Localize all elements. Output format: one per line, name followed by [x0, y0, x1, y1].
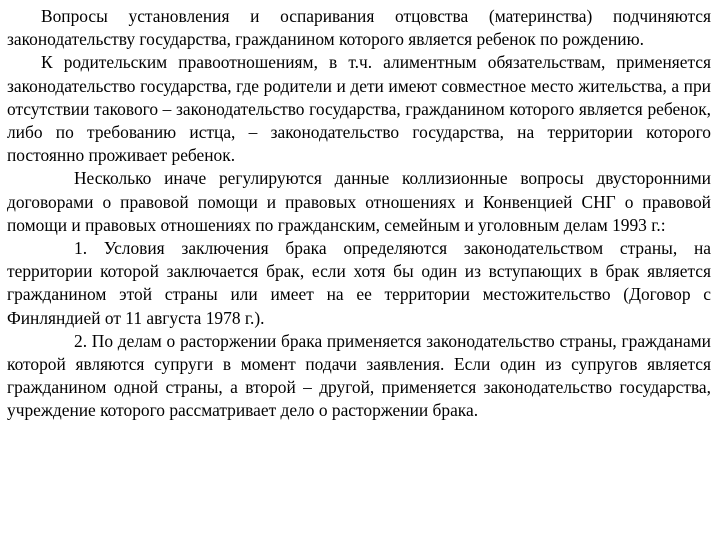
paragraph-divorce: 2. По делам о расторжении брака применяется законодательство страны, гражданами которой являются супруги в момент подачи заявления. Если один из супругов является гражданином одной страны, а второй – другой, применяется законодательство государства, учреждение которого рассматривает дело о расторжении брака.: [7, 330, 711, 421]
paragraph-marriage-conditions: 1. Условия заключения брака определяются законодательством страны, на территории которой заключается брак, если хотя бы один из вступающих в брак является гражданином этой страны или имеет на ее территории местожительство (Договор с Финляндией от 11 августа 1978 г.).: [7, 238, 711, 328]
paragraph-bilateral-treaties: Несколько иначе регулируются данные коллизионные вопросы двусторонними договорами о правовой помощи и правовых отношениях и Конвенцией СНГ о правовой помощи и правовых отношениях по гражданским, семейным и уголовным делам 1993 г.:: [7, 168, 711, 235]
paragraph-parental-relations: К родительским правоотношениям, в т.ч. алиментным обязательствам, применяется законодательство государства, где родители и дети имеют совместное место жительства, а при отсутствии такового – законодательство государства, гражданином которого является ребенок, либо по требованию истца, – законодательство государства, на территории которого постоянно проживает ребенок.: [7, 52, 711, 166]
document-body: [7, 5, 711, 423]
paragraph-paternity-disputes: Вопросы установления и оспаривания отцовства (материнства) подчиняются законодательству государства, гражданином которого является ребенок по рождению.: [7, 6, 711, 50]
